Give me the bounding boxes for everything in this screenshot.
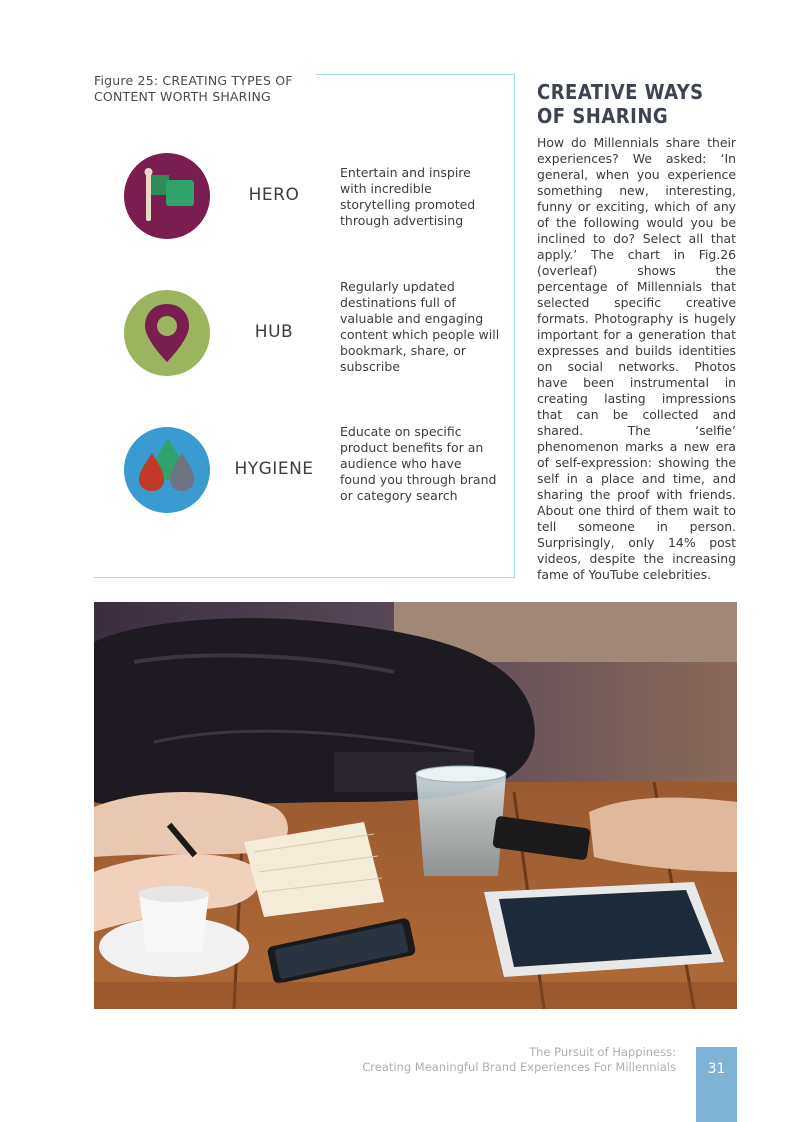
figure-label-hero: HERO — [248, 185, 300, 205]
location-pin-icon — [124, 290, 210, 376]
page-number: 31 — [707, 1061, 726, 1077]
figure-desc-hero: Entertain and inspire with incredible storytelling promoted through advertising — [340, 165, 476, 228]
footer-line-1: The Pursuit of Happiness: — [529, 1045, 676, 1059]
flag-icon — [124, 153, 210, 239]
figure-label-hygiene: HYGIENE — [234, 459, 314, 479]
page-number-tab — [696, 1047, 737, 1122]
figure-row-hub — [124, 279, 504, 380]
article-body: How do Millennials share their experiences? We asked: ‘In general, when you experience something new, interesting, funny or exciting, which of any of the following would you be inclined to do? Select all that apply.’ The chart in Fig.26 (overleaf) shows the percentage of Millennials that selected specific creative formats. Photography is hugely important for a generation that expresses and builds identities on social networks. Photos have been instrumental in creating lasting impressions that can be collected and shared. The ‘selfie’ phenomenon marks a new era of self-expression: showing the self in a place and time, and sharing the proof with friends. About one third of them wait to tell someone in person. Surprisingly, only 14% post videos, despite the increasing fame of YouTube celebrities. — [537, 135, 736, 582]
article-heading: CREATIVE WAYS OF SHARING — [537, 80, 704, 128]
figure-desc-hub: Regularly updated destinations full of valuable and engaging content which people will bookmark, share, or subscribe — [340, 279, 500, 374]
figure-frame-top — [316, 74, 514, 75]
figure-caption: Figure 25: CREATING TYPES OF CONTENT WORTH SHARING — [94, 73, 293, 104]
cafe-table-photo — [94, 602, 737, 1009]
figure-label-hub: HUB — [254, 322, 294, 342]
figure-row-hygiene — [124, 424, 504, 517]
droplets-icon — [124, 427, 210, 513]
footer-title — [362, 1045, 676, 1075]
figure-row-hero — [124, 153, 504, 243]
figure-desc-hygiene: Educate on specific product benefits for an audience who have found you through brand or category search — [340, 424, 497, 503]
footer-line-2: Creating Meaningful Brand Experiences For Millennials — [362, 1060, 676, 1074]
